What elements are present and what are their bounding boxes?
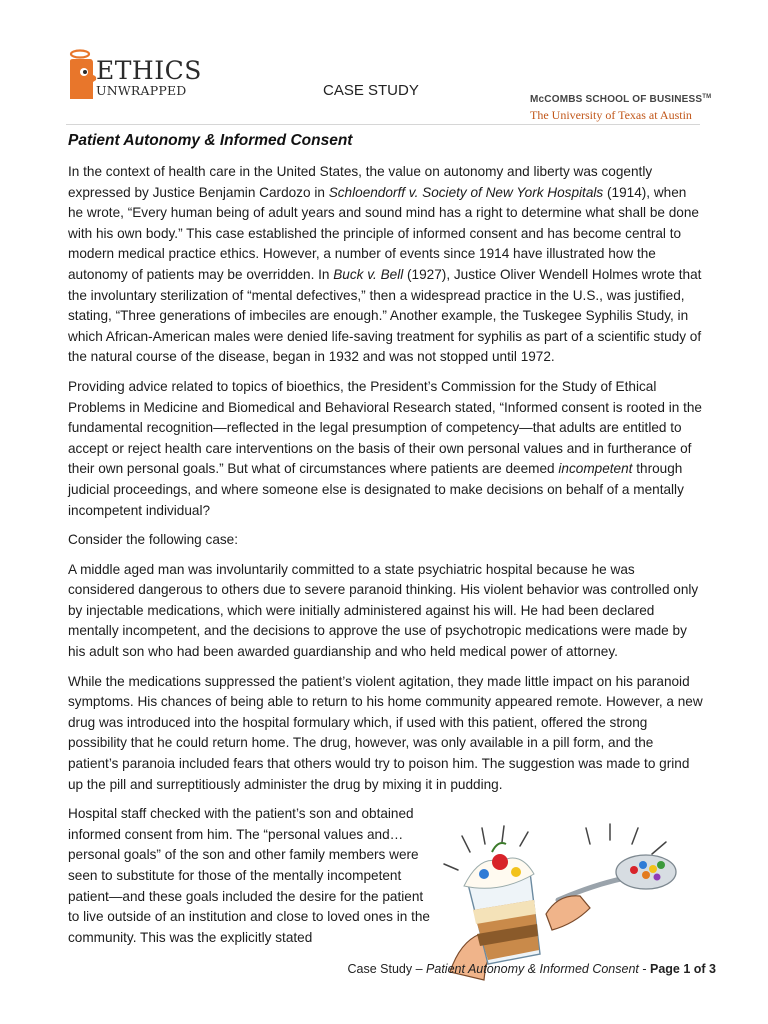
paragraph <box>68 162 704 368</box>
logo-unwrapped-text: UNWRAPPED <box>96 83 187 98</box>
footer-title: Patient Autonomy & Informed Consent <box>426 962 639 976</box>
logo-ethics-text: ETHICS <box>96 56 202 85</box>
footer-prefix: Case Study – <box>347 962 427 976</box>
paragraph <box>68 804 438 948</box>
text-run: (1914), when he wrote, “Every human being of adult years and sound mind has a right to determine what shall be done with his own body.” This case established the principle of informed consent and has become central to modern medical practice ethics. However, a number of events since 1914 have illustrated how the autonomy of patients may be overridden. In <box>68 184 699 282</box>
university-name: The University of Texas at Austin <box>530 108 692 122</box>
trademark-mark: TM <box>702 94 712 100</box>
paragraph <box>68 377 704 521</box>
text-run: (1927), Justice Oliver Wendell Holmes wrote that the involuntary sterilization of “mental defectives,” then a widespread practice in the U.S., was justified, stating, “Three generations of imbeciles are enough.” Another example, the Tuskegee Syphilis Study, in which African-American males were denied life-saving treatment for syphilis as part of a scientific study of the natural course of the disease, began in 1932 and was not stopped until 1972. <box>68 266 702 365</box>
school-name-text: McCOMBS SCHOOL OF BUSINESS <box>530 94 703 105</box>
page-footer <box>348 962 716 976</box>
italic-text: Buck v. Bell <box>333 266 404 282</box>
text-run: Consider the following case: <box>68 532 239 548</box>
italic-text: incompetent <box>558 461 633 477</box>
italic-text: Schloendorff v. Society of New York Hospitals <box>328 184 604 200</box>
text-run: Providing advice related to topics of bioethics, the President’s Commission for the Study of Ethical Problems in Medicine and Biomedical and Behavioral Research stated, “Informed consent is rooted in the fundamental recognition—reflected in the legal presumption of competency—that adults are entitled to accept or reject health care interventions on the basis of their own personal values and in furtherance of their own personal goals.” But what of circumstances where patients are deemed <box>68 378 702 477</box>
text-run: through judicial proceedings, and where someone else is designated to make decisions on behalf of a mentally incompetent individual? <box>68 461 684 518</box>
text-run: A middle aged man was involuntarily committed to a state psychiatric hospital because he was considered dangerous to others due to severe paranoid thinking. His violent behavior was controlled only by injectable medications, which were initially administered against his will. He had been declared mentally incompetent, and the decisions to approve the use of psychotropic medications were made by his adult son who had been awarded guardianship and who held medical power of attorney. <box>68 561 699 660</box>
footer-separator: - <box>638 962 650 976</box>
document-title: Patient Autonomy & Informed Consent <box>68 132 353 149</box>
text-run: In the context of health care in the United States, the value on autonomy and liberty was cogently expressed by Justice Benjamin Cardozo in <box>68 164 653 200</box>
school-name <box>530 94 711 105</box>
paragraph <box>68 560 704 663</box>
pudding-pill-illustration <box>440 822 706 982</box>
text-run: Hospital staff checked with the patient’s son and obtained informed consent from him. The “personal values and…personal goals” of the son and other family members were seen to substitute for those of the mentally incompetent patient—and these goals included the desire for the patient to live outside of an institution and close to loved ones in the community. This was the explicitly stated <box>68 806 430 945</box>
case-study-label: CASE STUDY <box>323 82 419 99</box>
paragraph <box>68 672 704 796</box>
text-run: While the medications suppressed the patient’s violent agitation, they made little impact on his paranoid symptoms. His chances of being able to return to his home community appeared remote. However, a new drug was introduced into the hospital formulary which, if used with this patient, offered the strong possibility that he could return home. The drug, however, was only available in a pill form, and the patient’s paranoia included fears that others would try to poison him. The suggestion was made to grind up the pill and surreptitiously administer the drug by mixing it in pudding. <box>68 673 703 792</box>
ethics-unwrapped-logo <box>66 45 216 111</box>
header-divider <box>66 124 700 125</box>
footer-page-number: Page 1 of 3 <box>650 962 716 976</box>
header <box>0 0 768 130</box>
paragraph <box>68 530 704 551</box>
